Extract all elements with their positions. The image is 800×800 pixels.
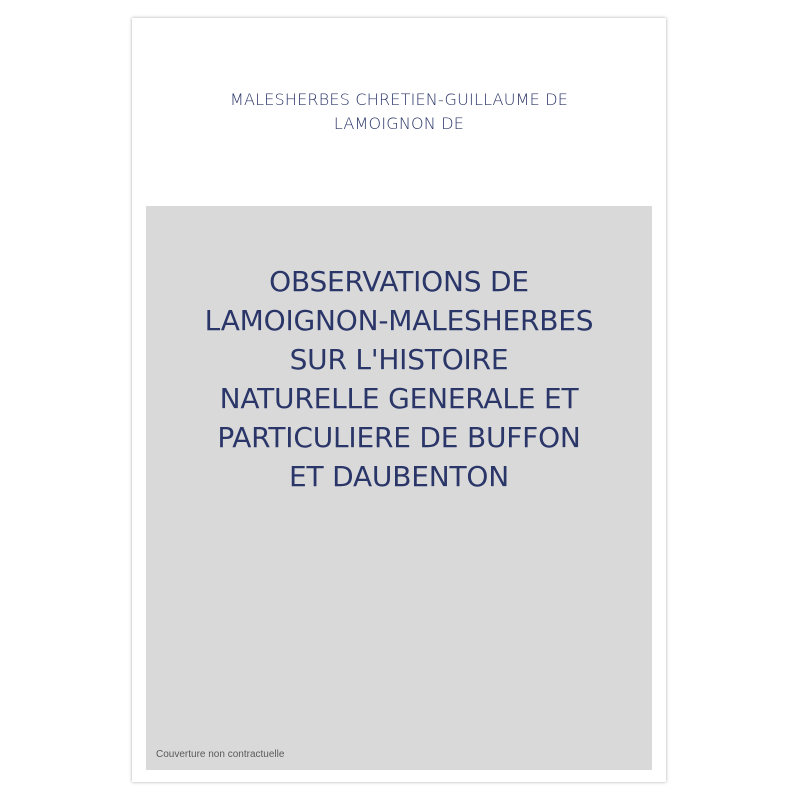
title-panel	[146, 206, 652, 770]
book-title	[146, 262, 652, 496]
title-line: SUR L'HISTOIRE	[289, 343, 509, 376]
cover-disclaimer: Couverture non contractuelle	[156, 749, 285, 760]
author-name	[132, 88, 666, 136]
title-line: ET DAUBENTON	[289, 460, 509, 493]
title-line: NATURELLE GENERALE ET	[219, 382, 579, 415]
book-cover	[132, 18, 666, 782]
author-line: LAMOIGNON DE	[333, 114, 465, 133]
title-line: OBSERVATIONS DE	[269, 265, 529, 298]
author-line: MALESHERBES CHRETIEN-GUILLAUME DE	[229, 90, 569, 109]
title-line: PARTICULIERE DE BUFFON	[217, 421, 581, 454]
title-line: LAMOIGNON-MALESHERBES	[204, 304, 594, 337]
